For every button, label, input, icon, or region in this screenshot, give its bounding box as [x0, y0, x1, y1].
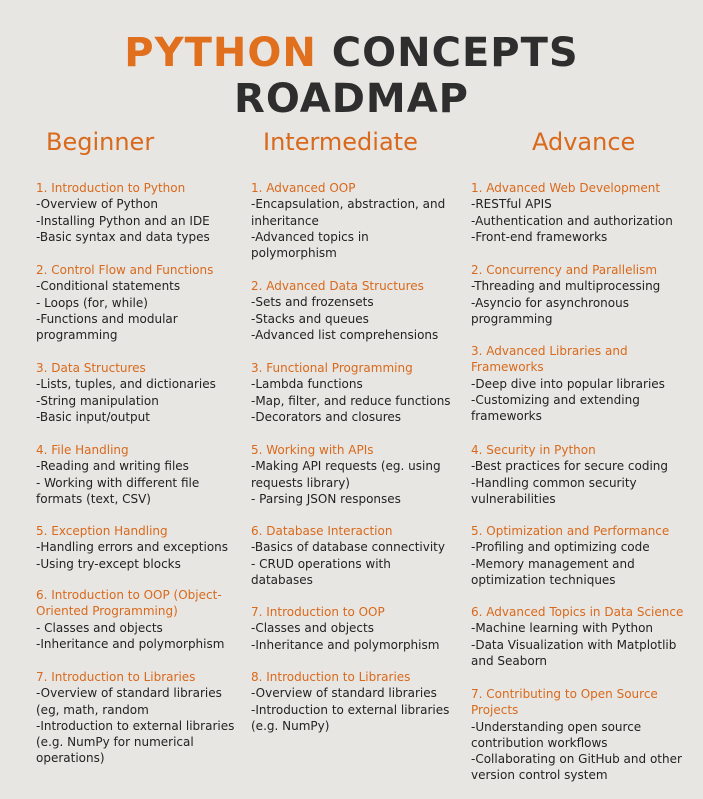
section-title: 8. Introduction to Libraries	[251, 670, 411, 684]
page-title	[0, 30, 703, 122]
section-title: 7. Introduction to Libraries	[36, 670, 196, 684]
section-item: -Basic input/output	[36, 409, 150, 424]
column-heading-intermediate: Intermediate	[263, 128, 418, 156]
section-item: -Reading and writing files	[36, 459, 189, 474]
section-item: -Encapsulation, abstraction, and	[251, 197, 446, 212]
section-item: -Customizing and extending	[471, 392, 640, 407]
roadmap-section	[471, 442, 697, 507]
section-item: - Parsing JSON responses	[251, 491, 401, 506]
section-item: requests library)	[251, 475, 350, 490]
title-accent: PYTHON	[124, 30, 317, 76]
section-item: -Machine learning with Python	[471, 621, 654, 636]
section-title: 2. Advanced Data Structures	[251, 279, 424, 293]
section-title: 7. Contributing to Open Source	[471, 687, 658, 701]
section-title: 7. Introduction to OOP	[251, 605, 385, 619]
roadmap-section	[471, 523, 697, 588]
section-item: -Overview of standard libraries	[251, 686, 437, 701]
section-item: -Advanced topics in	[251, 229, 369, 244]
section-title: 6. Database Interaction	[251, 524, 393, 538]
section-item: programming	[36, 328, 118, 343]
section-item: -Installing Python and an IDE	[36, 213, 210, 228]
section-item: -RESTful APIS	[471, 197, 552, 212]
roadmap-section	[251, 442, 461, 507]
section-item: frameworks	[471, 409, 542, 424]
section-item: -Overview of Python	[36, 197, 158, 212]
section-item: -Data Visualization with Matplotlib	[471, 637, 677, 652]
roadmap-section	[36, 262, 246, 343]
section-item: -Collaborating on GitHub and other	[471, 752, 682, 767]
section-item: -Advanced list comprehensions	[251, 327, 439, 342]
section-title: Projects	[471, 703, 519, 718]
roadmap-section	[471, 686, 697, 784]
section-item: -Asyncio for asynchronous	[471, 295, 629, 310]
section-item: polymorphism	[251, 246, 337, 261]
roadmap-section	[471, 180, 697, 245]
section-item: -Map, filter, and reduce functions	[251, 393, 451, 408]
section-title: Oriented Programming)	[36, 604, 178, 619]
roadmap-section	[471, 604, 697, 669]
roadmap-section	[251, 604, 461, 653]
section-item: -Understanding open source	[471, 719, 642, 734]
section-title: 2. Concurrency and Parallelism	[471, 263, 658, 277]
section-title: 3. Data Structures	[36, 361, 146, 375]
section-item: -Inheritance and polymorphism	[36, 636, 225, 651]
section-item: -Lists, tuples, and dictionaries	[36, 377, 216, 392]
section-title: 6. Advanced Topics in Data Science	[471, 605, 684, 619]
section-title: Frameworks	[471, 360, 544, 375]
section-item: vulnerabilities	[471, 491, 556, 506]
roadmap-section	[251, 669, 461, 734]
section-item: (eg, math, random	[36, 702, 149, 717]
roadmap-section	[251, 180, 461, 261]
section-title: 3. Functional Programming	[251, 361, 413, 375]
section-title: 4. File Handling	[36, 443, 129, 457]
section-item: -Lambda functions	[251, 377, 363, 392]
section-item: - CRUD operations with	[251, 556, 391, 571]
section-item: (e.g. NumPy for numerical	[36, 735, 194, 750]
section-item: -Best practices for secure coding	[471, 459, 669, 474]
section-item: -Authentication and authorization	[471, 213, 673, 228]
section-item: -Handling errors and exceptions	[36, 540, 229, 555]
section-item: contribution workflows	[471, 735, 608, 750]
title-line-1	[0, 30, 703, 76]
section-title: 1. Introduction to Python	[36, 181, 186, 195]
section-item: version control system	[471, 768, 608, 783]
roadmap-section	[471, 262, 697, 327]
roadmap-section	[36, 523, 246, 572]
section-item: -Introduction to external libraries	[36, 718, 235, 733]
section-item: -Handling common security	[471, 475, 637, 490]
section-item: operations)	[36, 751, 105, 766]
section-item: -Functions and modular	[36, 311, 178, 326]
section-item: -Using try-except blocks	[36, 556, 181, 571]
roadmap-section	[36, 587, 246, 652]
section-item: -Decorators and closures	[251, 409, 402, 424]
roadmap-section	[36, 360, 246, 425]
section-title: 5. Exception Handling	[36, 524, 168, 538]
section-item: - Loops (for, while)	[36, 295, 148, 310]
section-title: 3. Advanced Libraries and	[471, 344, 628, 358]
section-item: optimization techniques	[471, 572, 616, 587]
section-item: -Making API requests (eg. using	[251, 459, 441, 474]
section-item: (e.g. NumPy)	[251, 718, 330, 733]
section-item: and Seaborn	[471, 653, 548, 668]
section-item: -Memory management and	[471, 556, 635, 571]
section-item: -Basics of database connectivity	[251, 540, 445, 555]
section-item: -Stacks and queues	[251, 311, 369, 326]
roadmap-section	[36, 669, 246, 767]
section-title: 4. Security in Python	[471, 443, 596, 457]
section-item: -Threading and multiprocessing	[471, 279, 661, 294]
section-item: programming	[471, 311, 553, 326]
section-item: -Introduction to external libraries	[251, 702, 450, 717]
section-item: -Inheritance and polymorphism	[251, 637, 440, 652]
section-title: 5. Optimization and Performance	[471, 524, 670, 538]
section-item: databases	[251, 572, 313, 587]
section-item: -Profiling and optimizing code	[471, 540, 650, 555]
roadmap-section	[251, 360, 461, 425]
section-item: -Overview of standard libraries	[36, 686, 222, 701]
section-title: 5. Working with APIs	[251, 443, 374, 457]
roadmap-section	[251, 278, 461, 343]
section-item: -Basic syntax and data types	[36, 229, 210, 244]
roadmap-section	[251, 523, 461, 588]
section-title: 1. Advanced OOP	[251, 181, 356, 195]
section-item: - Working with different file	[36, 475, 200, 490]
section-item: inheritance	[251, 213, 319, 228]
section-item: -String manipulation	[36, 393, 159, 408]
section-item: -Front-end frameworks	[471, 229, 608, 244]
roadmap-section	[471, 343, 697, 424]
section-item: -Sets and frozensets	[251, 295, 374, 310]
section-title: 1. Advanced Web Development	[471, 181, 661, 195]
section-title: 2. Control Flow and Functions	[36, 263, 214, 277]
section-title: 6. Introduction to OOP (Object-	[36, 588, 222, 602]
roadmap-section	[36, 180, 246, 245]
section-item: -Deep dive into popular libraries	[471, 376, 665, 391]
roadmap-section	[36, 442, 246, 507]
section-item: -Classes and objects	[251, 621, 374, 636]
section-item: - Classes and objects	[36, 620, 163, 635]
column-heading-beginner: Beginner	[46, 128, 155, 156]
title-line-2: ROADMAP	[234, 76, 469, 122]
section-item: formats (text, CSV)	[36, 491, 151, 506]
section-item: -Conditional statements	[36, 279, 181, 294]
column-heading-advance: Advance	[532, 128, 636, 156]
title-rest-1: CONCEPTS	[331, 30, 579, 76]
